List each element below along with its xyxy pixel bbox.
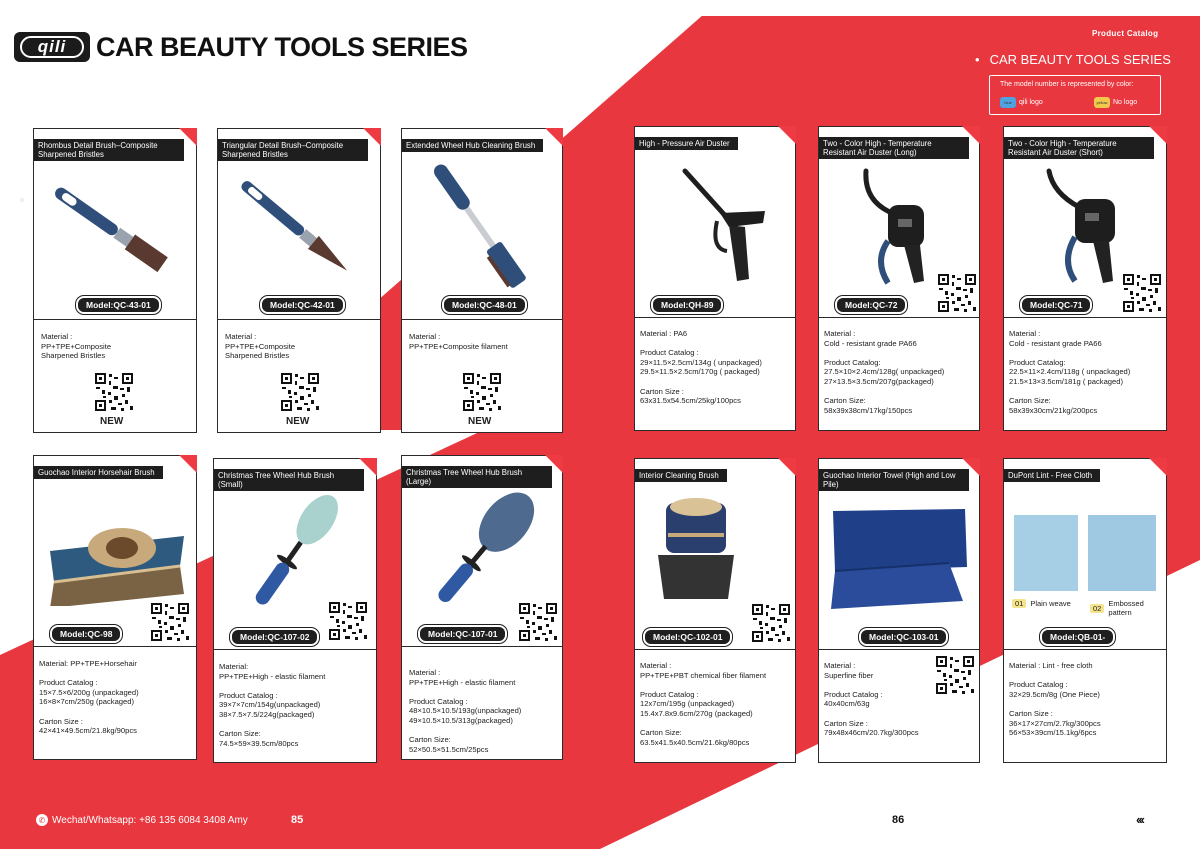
product-card-qc-107-01 bbox=[401, 455, 563, 760]
model-number: Model:QC-107-02 bbox=[230, 628, 319, 646]
plain-weave-swatch bbox=[1014, 515, 1078, 591]
product-name: Two - Color High - Temperature Resistant Air Duster (Long) bbox=[819, 137, 969, 159]
long-air-duster-image bbox=[844, 161, 954, 291]
qr-code-icon[interactable] bbox=[94, 372, 134, 412]
model-number: Model:QC-71 bbox=[1020, 296, 1092, 314]
triangular-brush-image bbox=[238, 163, 368, 303]
new-badge: NEW bbox=[468, 416, 492, 427]
product-card-qc-48-01 bbox=[401, 128, 563, 433]
product-name: Guochao Interior Horsehair Brush bbox=[34, 466, 163, 479]
qr-code-icon[interactable] bbox=[1122, 273, 1162, 313]
product-card-qc-42-01 bbox=[217, 128, 381, 433]
qr-code-icon[interactable] bbox=[935, 655, 975, 695]
product-specs: Material : PP+TPE+Composite Sharpened Bristles bbox=[41, 332, 112, 361]
interior-towel-image bbox=[829, 505, 969, 620]
product-specs: Material : PP+TPE+PBT chemical fiber filament Product Catalog : 12x7cm/195g (unpackaged) 15.4x7.8x9.6cm/270g (packaged) Carton Size: 63.5x41.5x40.5cm/21.6kg/80pcs bbox=[640, 661, 767, 747]
product-card-qc-102-01 bbox=[634, 458, 796, 763]
product-card-qh-89 bbox=[634, 126, 796, 431]
qr-code-icon[interactable] bbox=[280, 372, 320, 412]
product-specs: Material : Superfine fiber Product Catalog : 40x40cm/63g Carton Size : 79x48x46cm/20.7kg/300pcs bbox=[824, 661, 919, 738]
interior-cleaning-brush-image bbox=[650, 493, 750, 613]
model-number: Model:QC-42-01 bbox=[260, 296, 345, 314]
product-specs: Material : Lint - free cloth Product Catalog : 32×29.5cm/8g (One Piece) Carton Size : 36×17×27cm/2.7kg/300pcs 56×53×39cm/15.1kg/6pcs bbox=[1009, 661, 1101, 738]
air-duster-image bbox=[655, 161, 780, 291]
short-air-duster-image bbox=[1029, 161, 1139, 291]
product-specs: Material : PA6 Product Catalog : 29×11.5×2.5cm/134g ( unpackaged) 29.5×11.5×2.5cm/170g ( packaged) Carton Size : 63x31.5x54.5cm/25kg/100pcs bbox=[640, 329, 762, 406]
product-specs: Material : Cold - resistant grade PA66 Product Catalog: 22.5×11×2.4cm/118g ( unpackaged) 21.5×13×3.5cm/181g ( packaged) Carton Size: 58x39x30cm/21kg/200pcs bbox=[1009, 329, 1131, 415]
page-number-left: 85 bbox=[291, 814, 304, 826]
model-number: Model:QH-89 bbox=[651, 296, 723, 314]
detail-brush-image bbox=[54, 163, 184, 303]
product-name: High - Pressure Air Duster bbox=[635, 137, 738, 150]
product-card-qc-107-02 bbox=[213, 458, 377, 763]
model-number: Model:QC-98 bbox=[50, 625, 122, 643]
product-name: DuPont Lint - Free Cloth bbox=[1004, 469, 1100, 482]
product-specs: Material : Cold - resistant grade PA66 Product Catalog: 27.5×10×2.4cm/128g( unpackaged) 27×13.5×3.5cm/207g(packaged) Carton Size: 58x39x38cm/17kg/150pcs bbox=[824, 329, 945, 415]
model-number: Model:QC-48-01 bbox=[442, 296, 527, 314]
legend-nologo: yellow No logo bbox=[1094, 97, 1137, 108]
model-number: Model:QB-01- bbox=[1040, 628, 1115, 646]
product-card-qc-71 bbox=[1003, 126, 1167, 431]
blue-chip-icon: blue bbox=[1000, 97, 1016, 108]
new-badge: NEW bbox=[100, 416, 124, 427]
product-specs: Material : PP+TPE+Composite filament bbox=[409, 332, 508, 351]
product-specs: Material: PP+TPE+Horsehair Product Catalog : 15×7.5×6/200g (unpackaged) 16×8×7cm/250g (packaged) Carton Size : 42×41×49.5cm/21.8kg/90pcs bbox=[39, 659, 139, 736]
model-number: Model:QC-72 bbox=[835, 296, 907, 314]
wheel-hub-brush-image bbox=[417, 163, 552, 303]
embossed-swatch bbox=[1088, 515, 1156, 591]
brand-logo bbox=[14, 32, 90, 62]
product-name: Extended Wheel Hub Cleaning Brush bbox=[402, 139, 543, 152]
swatch-label-1: 01 Plain weave bbox=[1012, 599, 1071, 608]
model-number: Model:QC-103-01 bbox=[859, 628, 948, 646]
product-card-qc-98 bbox=[33, 455, 197, 760]
product-name: Christmas Tree Wheel Hub Brush (Large) bbox=[402, 466, 552, 488]
phone-icon: ✆ bbox=[36, 814, 48, 826]
legend-qili: blue qili logo bbox=[1000, 97, 1043, 108]
product-card-qb-01 bbox=[1003, 458, 1167, 763]
product-card-qc-72 bbox=[818, 126, 980, 431]
product-specs: Material: PP+TPE+High - elastic filament Product Catalog : 39×7×7cm/154g(unpackaged) 38×7.5×7.5/224g(packaged) Carton Size: 74.5×59×39.5cm/80pcs bbox=[219, 662, 326, 748]
section-subtitle: • CAR BEAUTY TOOLS SERIES bbox=[975, 52, 1171, 67]
small-wheel-brush-image bbox=[229, 485, 364, 615]
product-name: Christmas Tree Wheel Hub Brush (Small) bbox=[214, 469, 364, 491]
product-specs: Material : PP+TPE+Composite Sharpened Bristles bbox=[225, 332, 296, 361]
qr-code-icon[interactable] bbox=[751, 603, 791, 643]
product-name: Two - Color High - Temperature Resistant Air Duster (Short) bbox=[1004, 137, 1154, 159]
page-number-right: 86 bbox=[892, 814, 905, 826]
logo-text: qili bbox=[37, 37, 67, 56]
catalog-label: Product Catalog bbox=[1092, 29, 1159, 38]
page-title: CAR BEAUTY TOOLS SERIES bbox=[96, 32, 468, 62]
product-specs: Material : PP+TPE+High - elastic filament Product Catalog : 48×10.5×10.5/193g(unpackaged) 49×10.5×10.5/313g(packaged) Carton Size: 52×50.5×51.5cm/25pcs bbox=[409, 668, 522, 754]
model-number: Model:QC-102-01 bbox=[643, 628, 732, 646]
qr-code-icon[interactable] bbox=[518, 602, 558, 642]
contact-line: ✆ Wechat/Whatsapp: +86 135 6084 3408 Amy bbox=[36, 814, 248, 826]
qr-code-icon[interactable] bbox=[328, 601, 368, 641]
product-card-qc-103-01 bbox=[818, 458, 980, 763]
qr-code-icon[interactable] bbox=[462, 372, 502, 412]
product-name: Guochao Interior Towel (High and Low Pile) bbox=[819, 469, 969, 491]
model-number: Model:QC-107-01 bbox=[418, 625, 507, 643]
swatch-label-2: 02 Embossed pattern bbox=[1090, 599, 1166, 617]
model-number: Model:QC-43-01 bbox=[76, 296, 161, 314]
qr-code-icon[interactable] bbox=[937, 273, 977, 313]
legend-title: The model number is represented by color: bbox=[1000, 81, 1134, 88]
large-wheel-brush-image bbox=[412, 484, 557, 614]
color-legend bbox=[989, 75, 1161, 115]
horsehair-brush-image bbox=[44, 496, 189, 606]
product-name: Triangular Detail Brush–Composite Sharpened Bristles bbox=[218, 139, 368, 161]
product-card-qc-43-01 bbox=[33, 128, 197, 433]
product-name: Rhombus Detail Brush–Composite Sharpened Bristles bbox=[34, 139, 184, 161]
new-badge: NEW bbox=[286, 416, 310, 427]
yellow-chip-icon: yellow bbox=[1094, 97, 1110, 108]
product-name: Interior Cleaning Brush bbox=[635, 469, 727, 482]
back-arrows-icon[interactable]: ‹‹‹ bbox=[1136, 812, 1143, 827]
qr-code-icon[interactable] bbox=[150, 602, 190, 642]
